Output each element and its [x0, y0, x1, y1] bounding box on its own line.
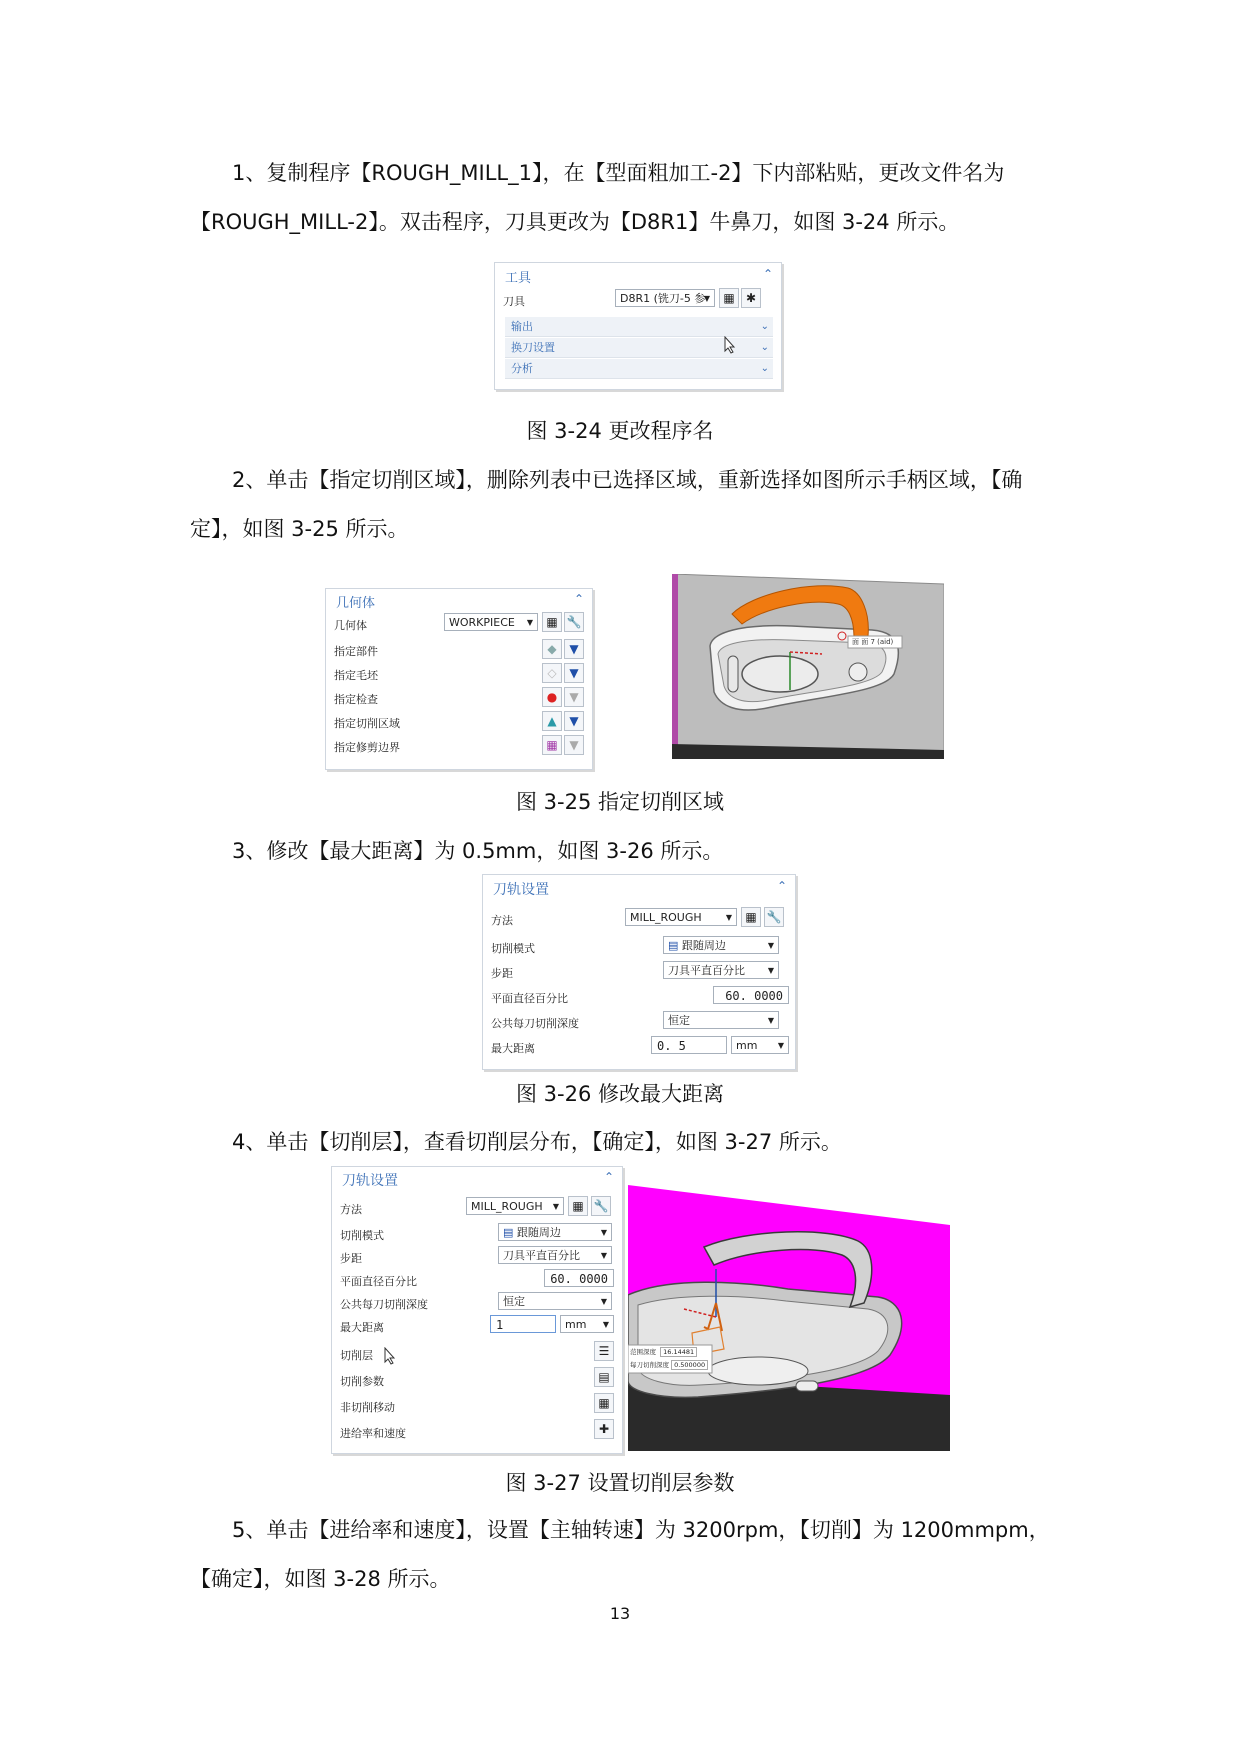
cut-levels-row: 切削层 ☰: [340, 1343, 616, 1365]
path-settings-panel: [482, 874, 796, 1070]
method-row: 方法 MILL_ROUGH ▼ ▦ 🔧: [491, 908, 789, 930]
follow-periphery-icon: ▤: [503, 1226, 517, 1239]
stepover-row-2: 步距 刀具平直百分比 ▼: [340, 1246, 616, 1268]
geometry-row: [334, 613, 586, 635]
unit-select-2[interactable]: mm ▼: [560, 1315, 614, 1333]
paragraph-4: 4、单击【切削层】，查看切削层分布，【确定】，如图 3-27 所示。: [232, 1130, 842, 1154]
caption-fig-3-27: 图 3-27 设置切削层参数: [505, 1471, 735, 1495]
specify-part-icon[interactable]: ◆: [542, 639, 562, 659]
non-cut-moves-row: 非切削移动 ▦: [340, 1395, 616, 1417]
edit-geometry-icon[interactable]: 🔧: [564, 612, 584, 632]
section-analysis[interactable]: 分析 ⌄: [505, 359, 773, 379]
geometry-panel: [325, 588, 593, 770]
collapse-up-icon[interactable]: ⌃: [776, 879, 787, 893]
path-settings-title: 刀轨设置: [493, 882, 549, 898]
cut-pattern-select[interactable]: ▤ 跟随周边 ▼: [663, 936, 779, 954]
chevron-down-icon: ⌄: [760, 321, 769, 332]
model-viewport-cut-levels[interactable]: [628, 1185, 950, 1451]
tool-label: 刀具: [503, 295, 525, 308]
specify-check-row: 指定检查 ● ▼: [334, 687, 586, 709]
caption-fig-3-24: 图 3-24 更改程序名: [526, 419, 714, 443]
flashlight-icon[interactable]: ▼: [564, 663, 584, 683]
max-distance-row-2: 最大距离 1 mm ▼: [340, 1315, 616, 1337]
flashlight-icon[interactable]: ▼: [564, 735, 584, 755]
specify-blank-icon[interactable]: ◇: [542, 663, 562, 683]
new-method-icon[interactable]: ▦: [568, 1196, 588, 1216]
path-settings-panel-2: [331, 1166, 623, 1454]
specify-check-icon[interactable]: ●: [542, 687, 562, 707]
percent-input[interactable]: 60. 0000: [713, 986, 789, 1004]
paragraph-1-line-1: 1、复制程序【ROUGH_MILL_1】，在【型面粗加工-2】下内部粘贴，更改文件名为: [232, 161, 1005, 185]
max-distance-input[interactable]: 0. 5: [651, 1036, 727, 1054]
selection-tooltip: 面 面 7 (aid): [852, 638, 894, 646]
flashlight-icon[interactable]: ▼: [564, 711, 584, 731]
tool-panel-title: 工具: [505, 271, 532, 286]
paragraph-2-line-2: 定】，如图 3-25 所示。: [190, 517, 409, 541]
edit-method-icon[interactable]: 🔧: [591, 1196, 611, 1216]
cut-params-row: 切削参数 ▤: [340, 1369, 616, 1391]
section-output[interactable]: 输出 ⌄: [505, 317, 773, 337]
max-distance-row: 最大距离 0. 5 mm ▼: [491, 1036, 789, 1058]
collapse-up-icon[interactable]: ⌃: [573, 592, 584, 606]
depth-select[interactable]: 恒定 ▼: [663, 1011, 779, 1029]
new-geometry-icon[interactable]: ▦: [542, 612, 562, 632]
specify-cut-area-icon[interactable]: ▲: [542, 711, 562, 731]
cut-pattern-row-2: 切削模式 ▤ 跟随周边 ▼: [340, 1223, 616, 1245]
method-select[interactable]: MILL_ROUGH ▼: [625, 908, 737, 926]
feeds-speeds-button[interactable]: ✚: [594, 1419, 614, 1439]
paragraph-2-line-1: 2、单击【指定切削区域】，删除列表中已选择区域，重新选择如图所示手柄区域，【确: [232, 468, 1023, 492]
percent-input-2[interactable]: 60. 0000: [544, 1269, 614, 1287]
non-cut-moves-button[interactable]: ▦: [594, 1393, 614, 1413]
depth-select-2[interactable]: 恒定 ▼: [498, 1292, 612, 1310]
stepover-row: 步距 刀具平直百分比 ▼: [491, 961, 789, 983]
mouse-cursor-icon: [384, 1347, 398, 1367]
unit-select[interactable]: mm ▼: [731, 1036, 789, 1054]
paragraph-1-line-2: 【ROUGH_MILL-2】。双击程序，刀具更改为【D8R1】牛鼻刀，如图 3-24 所示。: [190, 210, 960, 234]
percent-row-2: 平面直径百分比 60. 0000: [340, 1269, 616, 1291]
specify-blank-row: 指定毛坯 ◇ ▼: [334, 663, 586, 685]
depth-row-2: 公共每刀切削深度 恒定 ▼: [340, 1292, 616, 1314]
caption-fig-3-25: 图 3-25 指定切削区域: [515, 790, 724, 814]
specify-trim-boundary-row: 指定修剪边界 ▦ ▼: [334, 735, 586, 757]
edit-method-icon[interactable]: 🔧: [764, 907, 784, 927]
specify-trim-boundary-icon[interactable]: ▦: [542, 735, 562, 755]
cut-pattern-row: 切削模式 ▤ 跟随周边 ▼: [491, 936, 789, 958]
follow-periphery-icon: ▤: [668, 939, 682, 952]
edit-tool-icon[interactable]: ✱: [741, 288, 761, 308]
feeds-speeds-row: 进给率和速度 ✚: [340, 1421, 616, 1443]
flashlight-icon[interactable]: ▼: [564, 687, 584, 707]
chevron-down-icon: ⌄: [760, 342, 769, 353]
method-row-2: 方法 MILL_ROUGH ▼ ▦ 🔧: [340, 1197, 616, 1219]
depth-row: 公共每刀切削深度 恒定 ▼: [491, 1011, 789, 1033]
collapse-up-icon[interactable]: ⌃: [603, 1170, 614, 1184]
max-distance-input-2[interactable]: 1: [490, 1315, 556, 1333]
flashlight-icon[interactable]: ▼: [564, 639, 584, 659]
new-tool-icon[interactable]: ▦: [719, 288, 739, 308]
cut-levels-button[interactable]: ☰: [594, 1341, 614, 1361]
path-settings-title-2: 刀轨设置: [342, 1173, 398, 1189]
geometry-label: 几何体: [334, 619, 367, 632]
section-tool-change[interactable]: 换刀设置 ⌄: [505, 338, 773, 358]
tool-row: [503, 289, 775, 311]
chevron-down-icon: ⌄: [760, 363, 769, 374]
tool-panel: [494, 262, 782, 390]
method-select-2[interactable]: MILL_ROUGH ▼: [466, 1197, 564, 1215]
mouse-cursor-icon: [724, 336, 736, 354]
specify-part-row: 指定部件 ◆ ▼: [334, 639, 586, 661]
caption-fig-3-26: 图 3-26 修改最大距离: [515, 1082, 724, 1106]
specify-cut-area-row: 指定切削区域 ▲ ▼: [334, 711, 586, 733]
paragraph-5-line-1: 5、单击【进给率和速度】，设置【主轴转速】为 3200rpm，【切削】为 1200mmpm，: [232, 1518, 1050, 1542]
tool-select[interactable]: D8R1 (铣刀-5 参 ▼: [615, 289, 715, 307]
paragraph-5-line-2: 【确定】，如图 3-28 所示。: [190, 1567, 451, 1591]
stepover-select-2[interactable]: 刀具平直百分比 ▼: [498, 1246, 612, 1264]
geometry-select[interactable]: WORKPIECE ▼: [444, 613, 538, 631]
stepover-select[interactable]: 刀具平直百分比 ▼: [663, 961, 779, 979]
new-method-icon[interactable]: ▦: [741, 907, 761, 927]
geometry-panel-title: 几何体: [336, 596, 376, 611]
cut-level-readout: 范围深度 16.14481 每刀切削深度 0.500000: [630, 1346, 710, 1372]
collapse-up-icon[interactable]: ⌃: [762, 267, 773, 281]
paragraph-3: 3、修改【最大距离】为 0.5mm，如图 3-26 所示。: [232, 839, 724, 863]
page-number: 13: [609, 1604, 631, 1623]
model-viewport-handle-selection[interactable]: [672, 574, 944, 759]
cut-params-button[interactable]: ▤: [594, 1367, 614, 1387]
cut-pattern-select-2[interactable]: ▤ 跟随周边 ▼: [498, 1223, 612, 1241]
percent-row: 平面直径百分比 60. 0000: [491, 986, 789, 1008]
